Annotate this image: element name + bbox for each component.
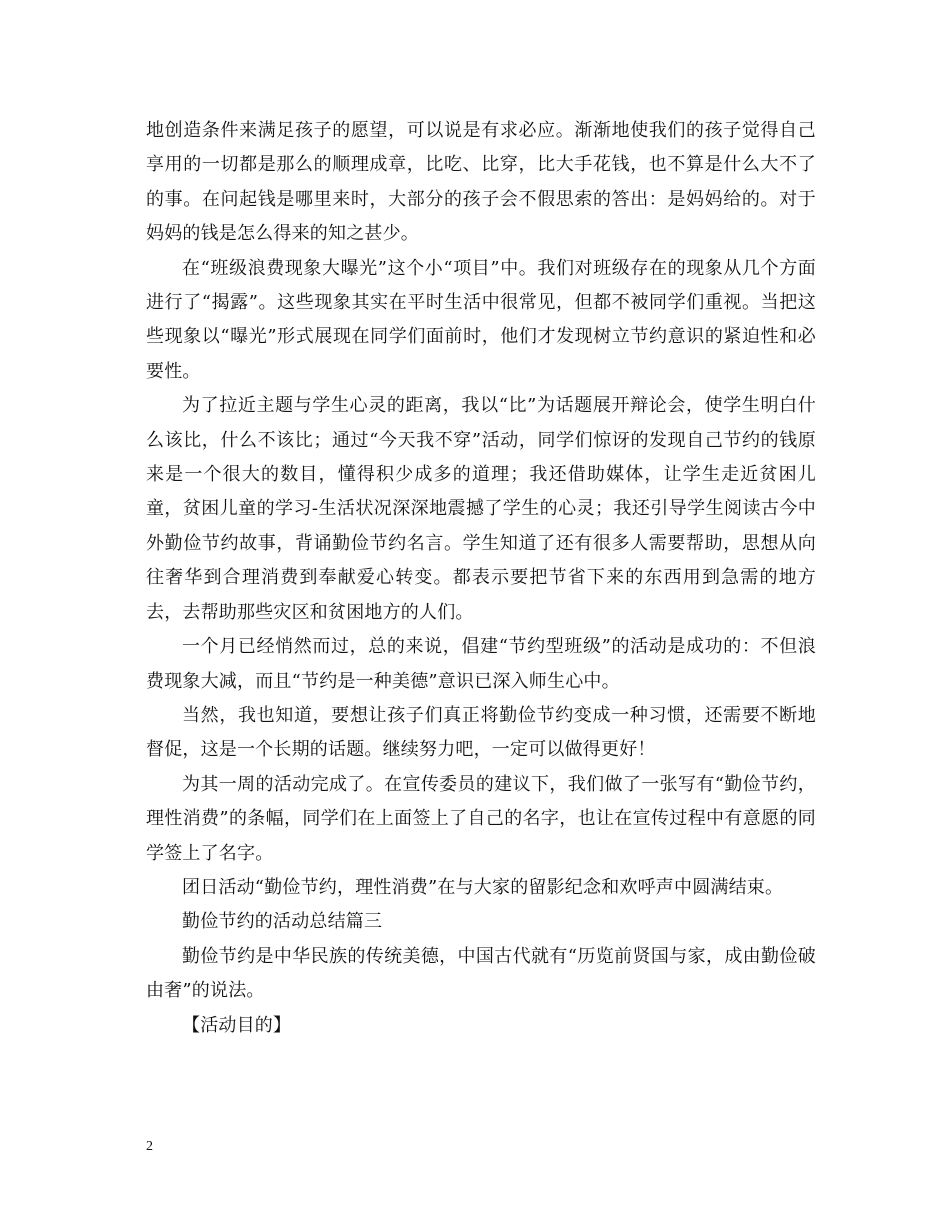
section-heading: 勤俭节约的活动总结篇三 bbox=[182, 911, 383, 933]
paragraph-8: 勤俭节约是中华民族的传统美德，中国古代就有“历览前贤国与家，成由勤俭破由奢”的说法。 bbox=[146, 945, 816, 1002]
page-number: 2 bbox=[146, 1139, 153, 1154]
paragraph-1: 地创造条件来满足孩子的愿望，可以说是有求必应。渐渐地使我们的孩子觉得自己享用的一切都是那么的顺理成章，比吃、比穿，比大手花钱，也不算是什么大不了的事。在问起钱是哪里来时，大部分的孩子会不假思索的答出：是妈妈给的。对于妈妈的钱是怎么得来的知之甚少。 bbox=[146, 120, 816, 245]
subheading-activity-purpose: 【活动目的】 bbox=[182, 1014, 292, 1036]
paragraph-6: 为其一周的活动完成了。在宣传委员的建议下，我们做了一张写有“勤俭节约，理性消费”的条幅，同学们在上面签上了自己的名字，也让在宣传过程中有意愿的同学签上了名字。 bbox=[146, 773, 816, 864]
paragraph-7: 团日活动“勤俭节约，理性消费”在与大家的留影纪念和欢呼声中圆满结束。 bbox=[182, 876, 784, 898]
paragraph-5: 当然，我也知道，要想让孩子们真正将勤俭节约变成一种习惯，还需要不断地督促，这是一个长期的话题。继续努力吧，一定可以做得更好！ bbox=[146, 704, 816, 761]
paragraph-4: 一个月已经悄然而过，总的来说，倡建“节约型班级”的活动是成功的：不但浪费现象大减，而且“节约是一种美德”意识已深入师生心中。 bbox=[146, 636, 816, 692]
paragraph-3: 为了拉近主题与学生心灵的距离，我以“比”为话题展开辩论会，使学生明白什么该比，什么不该比；通过“今天我不穿”活动，同学们惊讶的发现自己节约的钱原来是一个很大的数目，懂得积少成多的道理；我还借助媒体，让学生走近贫困儿童，贫困儿童的学习-生活状况深深地震撼了学生的心灵；我还引导学生阅读古今中外勤俭节约故事，背诵勤俭节约名言。学生知道了还有很多人需要帮助，思想从向往奢华到合理消费到奉献爱心转变。都表示要把节省下来的东西用到急需的地方去，去帮助那些灾区和贫困地方的人们。 bbox=[146, 395, 816, 623]
document-body bbox=[146, 114, 816, 1043]
paragraph-2: 在“班级浪费现象大曝光”这个小“项目”中。我们对班级存在的现象从几个方面进行了“揭露”。这些现象其实在平时生活中很常见，但都不被同学们重视。当把这些现象以“曝光”形式展现在同学们面前时，他们才发现树立节约意识的紧迫性和必要性。 bbox=[146, 257, 816, 382]
